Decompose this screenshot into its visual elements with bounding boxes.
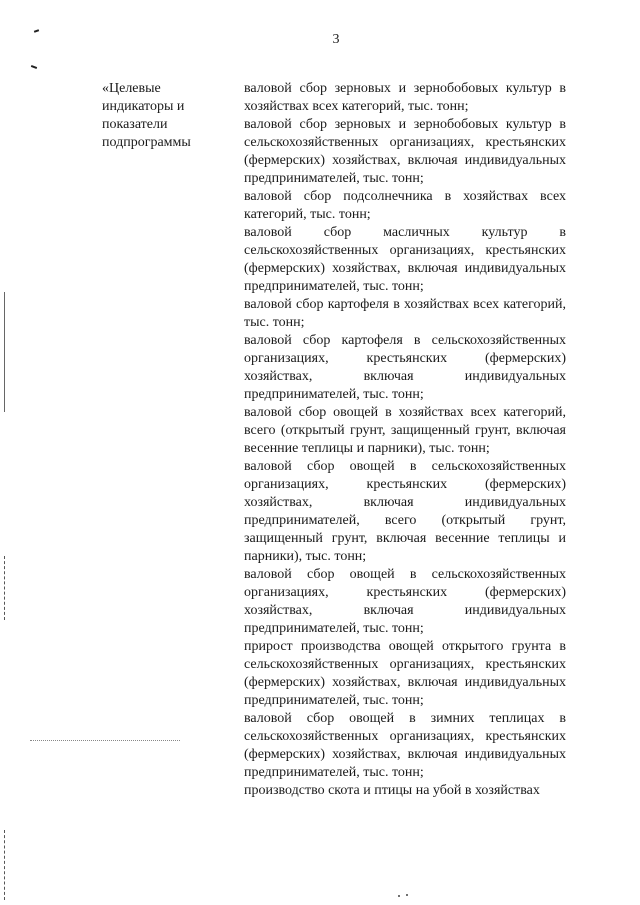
indicator-item: прирост производства овощей открытого грунта в сельскохозяйственных организациях, крестьянских (фермерских) хозяйствах, включая индивидуальных предпринимателей, тыс. тонн; (244, 639, 566, 708)
section-label (102, 80, 222, 152)
indicator-item: валовой сбор масличных культур в сельскохозяйственных организациях, крестьянских (фермерских) хозяйствах, включая индивидуальных предпринимателей, тыс. тонн; (244, 225, 566, 294)
section-label-line: подпрограммы (102, 135, 191, 150)
indicator-item: валовой сбор картофеля в сельскохозяйственных организациях, крестьянских (фермерских) хозяйствах, включая индивидуальных предпринимателей, тыс. тонн; (244, 333, 566, 402)
indicator-item: валовой сбор овощей в сельскохозяйственных организациях, крестьянских (фермерских) хозяйствах, включая индивидуальных предпринимателей, тыс. тонн; (244, 567, 566, 636)
section-label-line: «Целевые (102, 81, 161, 96)
indicator-item: производство скота и птицы на убой в хозяйствах (244, 783, 540, 798)
indicator-item: валовой сбор картофеля в хозяйствах всех категорий, тыс. тонн; (244, 297, 566, 330)
scan-dot (398, 895, 400, 897)
scan-dot (406, 894, 408, 896)
scan-edge-line (4, 292, 5, 412)
section-label-line: индикаторы и (102, 99, 185, 114)
section-label-line: показатели (102, 117, 168, 132)
indicator-item: валовой сбор овощей в зимних теплицах в сельскохозяйственных организациях, крестьянских (фермерских) хозяйствах, включая индивидуальных предпринимателей, тыс. тонн; (244, 711, 566, 780)
page-number: 3 (332, 32, 340, 47)
indicator-item: валовой сбор зерновых и зернобобовых культур в сельскохозяйственных организациях, крестьянских (фермерских) хозяйствах, включая индивидуальных предпринимателей, тыс. тонн; (244, 117, 566, 186)
indicator-item: валовой сбор подсолнечника в хозяйствах всех категорий, тыс. тонн; (244, 189, 566, 222)
scan-edge-dash (4, 556, 5, 620)
indicator-item: валовой сбор овощей в хозяйствах всех категорий, всего (открытый грунт, защищенный грунт, включая весенние теплицы и парники), тыс. тонн; (244, 405, 566, 456)
indicator-item: валовой сбор зерновых и зернобобовых культур в хозяйствах всех категорий, тыс. тонн; (244, 81, 566, 114)
scan-edge-dash (4, 830, 5, 900)
indicator-item: валовой сбор овощей в сельскохозяйственных организациях, крестьянских (фермерских) хозяйствах, включая индивидуальных предпринимателей, всего (открытый грунт, защищенный грунт, включая весенние теплицы и парники), тыс. тонн; (244, 459, 566, 564)
scan-mark (31, 65, 37, 69)
indicator-list (244, 80, 566, 800)
scan-faint-line (30, 740, 180, 741)
